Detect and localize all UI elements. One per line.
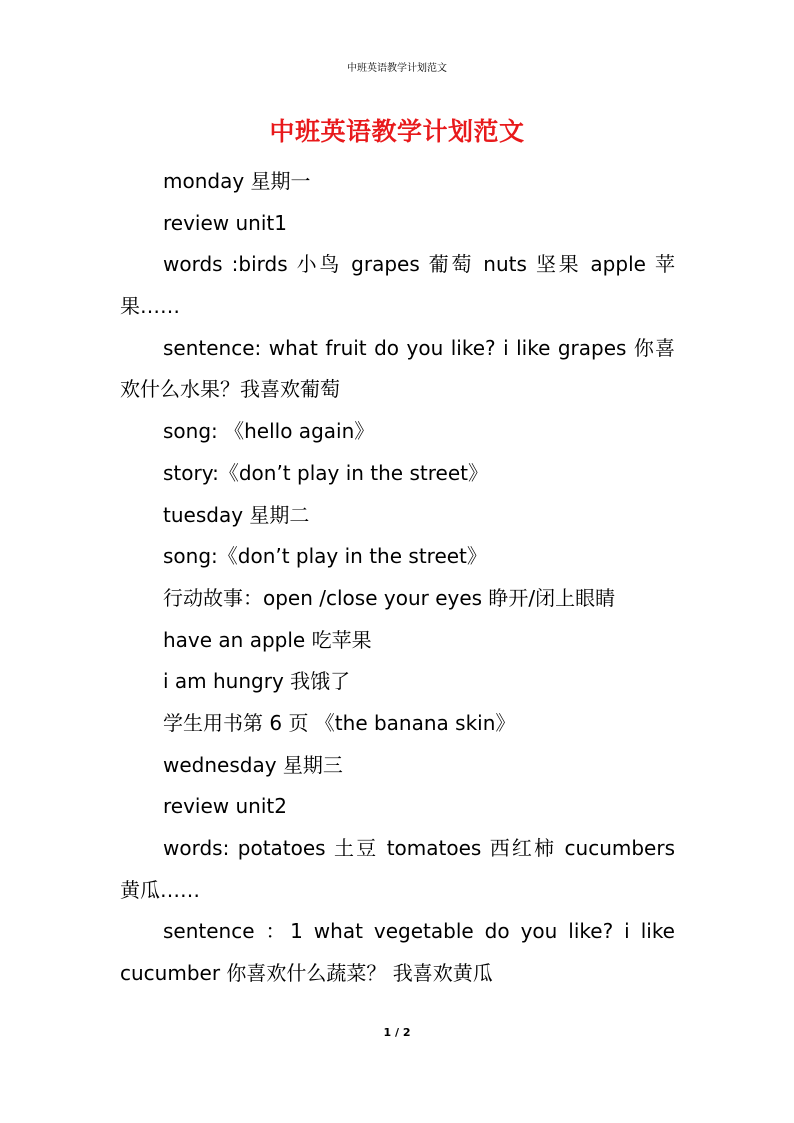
page-number: 1 / 2 <box>383 1026 411 1039</box>
line-tuesday: tuesday 星期二 <box>163 502 310 527</box>
line-monday: monday 星期一 <box>163 169 311 193</box>
line-hungry: i am hungry 我饿了 <box>163 669 351 694</box>
line-review-unit2: review unit2 <box>163 794 287 819</box>
line-song-street: song:《don’t play in the street》 <box>163 544 487 569</box>
line-review-unit1: review unit1 <box>163 210 287 235</box>
line-action-story: 行动故事：open /close your eyes 睁开/闭上眼睛 <box>163 585 616 610</box>
line-words-unit1: words :birds 小鸟 grapes 葡萄 nuts 坚果 apple 苹果…… <box>120 252 675 319</box>
line-sentence-unit1: sentence: what fruit do you like? i like grapes 你喜欢什么水果？我喜欢葡萄 <box>120 335 675 402</box>
document-title: 中班英语教学计划范文 <box>269 117 525 146</box>
running-header: 中班英语教学计划范文 <box>347 63 447 74</box>
line-sentence-unit2: sentence ：1 what vegetable do you like? i like cucumber 你喜欢什么蔬菜？ 我喜欢黄瓜 <box>120 919 675 986</box>
line-words-unit2: words: potatoes 土豆 tomatoes 西红柿 cucumbers 黄瓜…… <box>120 836 675 902</box>
line-story: story:《don’t play in the street》 <box>163 460 488 485</box>
line-student-book: 学生用书第 6 页 《the banana skin》 <box>163 711 516 735</box>
document-body <box>120 161 675 995</box>
line-wednesday: wednesday 星期三 <box>163 752 343 777</box>
line-have-an-apple: have an apple 吃苹果 <box>163 627 372 652</box>
line-song-hello-again: song: 《hello again》 <box>163 419 375 444</box>
